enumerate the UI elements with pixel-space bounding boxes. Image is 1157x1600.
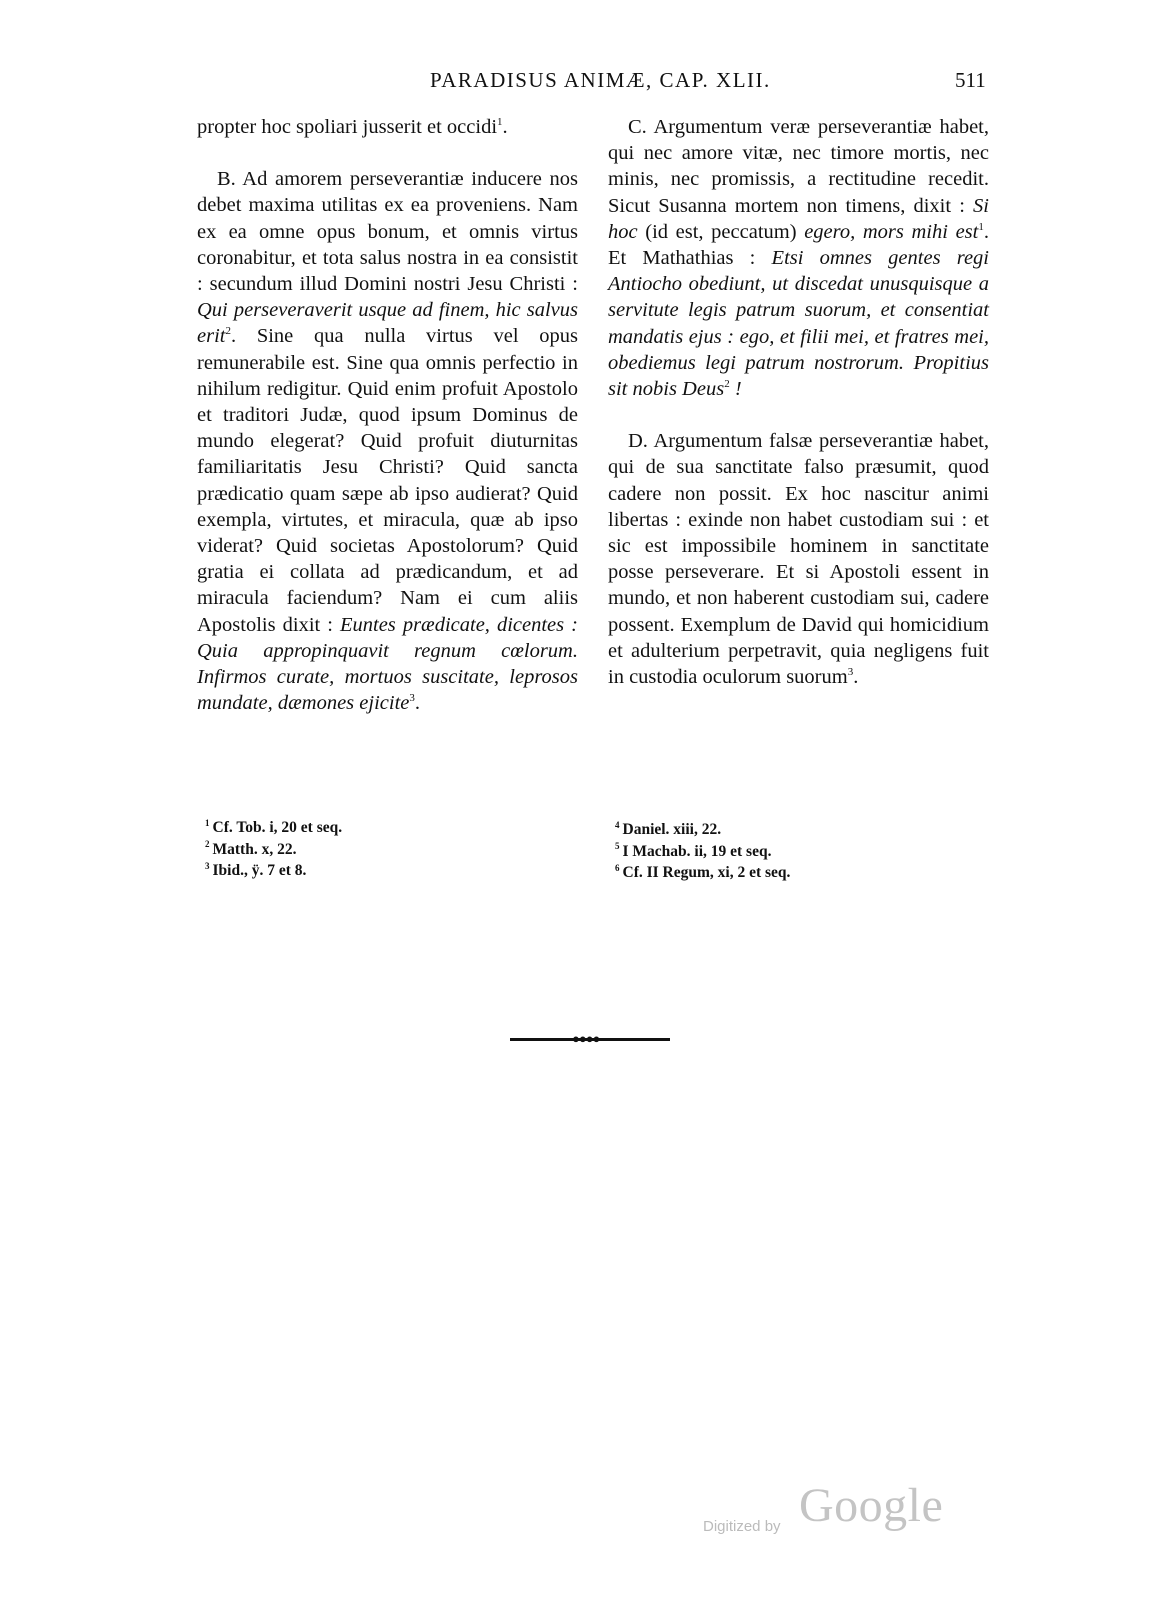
text: (id est, peccatum) [637, 220, 805, 243]
footnote [615, 841, 790, 863]
text: . Sine qua nulla virtus vel opus remunerabile est. Sine qua omnis perfectio in nihilum redigitur. Quid enim profuit Apostolo et traditori Judæ, quod ipsum Dominus de mundo elegerat? Quid profuit diuturnitas familiaritatis Jesu Christi? Quid sancta prædicatio quam sæpe ab ipso audierat? Quid exempla, virtutes, et miracula, quæ ab ipso viderat? Quid societas Apostolorum? Quid gratia ei collata ad prædicandum, et ad miracula faciendum? Nam ei cum aliis Apostolis dixit : [197, 325, 578, 636]
footnote-mark: 4 [615, 819, 620, 830]
footnote-ref: 3 [409, 692, 415, 705]
footnote-text: Cf. Tob. i, 20 et seq. [212, 819, 343, 836]
footnote-ref: 2 [225, 325, 231, 338]
end-ornament [510, 1033, 670, 1045]
running-title: PARADISUS ANIMÆ, CAP. XLII. [430, 68, 771, 92]
text: propter hoc spoliari jusserit et occidi [197, 116, 498, 138]
footnote-ref: 1 [978, 220, 984, 233]
footnote [615, 862, 790, 884]
footnotes-left [205, 817, 342, 882]
paragraph-b [197, 166, 578, 716]
text: D. Argumentum falsæ perseverantiæ habet, qui de sua sanctitate falso præsumit, quod cadere non possit. Ex hoc nascitur animi libertas : exinde non habet custodiam sui : et sic est impossibile hominem in sanctitate posse perseverare. Et si Apostoli essent in mundo, et non haberent custodiam sui, cadere possent. Exemplum de David qui homicidium et adulterium perpetravit, quia negligens fuit in custodia oculorum suorum [608, 430, 989, 689]
paragraph [197, 114, 578, 140]
text: . [414, 692, 420, 715]
paragraph-d [608, 428, 989, 690]
page-header [0, 68, 1157, 98]
quote: ! [729, 378, 742, 401]
text: . [853, 666, 859, 689]
footnote [205, 839, 342, 861]
quote: Etsi omnes gentes regi Antiocho obediunt, ut discedat unusquisque a servitute legis patrum suorum, et consentiat mandatis ejus : ego, et filii mei, et fratres mei, obediemus legi patrum nostrorum. Propitius sit nobis Deus [608, 247, 989, 401]
text: C. Argumentum veræ perseverantiæ habet, qui nec amore vitæ, nec timore mortis, nec minis, nec promissis, a rectitudine recedit. Sicut Susanna mortem non timens, dixit : [608, 116, 989, 217]
footnote-mark: 2 [205, 839, 210, 850]
left-column [197, 114, 578, 716]
footnote [205, 860, 342, 882]
footnote [615, 819, 790, 841]
footnote-mark: 1 [205, 817, 210, 828]
text: B. Ad amorem perseverantiæ inducere nos debet maxima utilitas ex ea proveniens. Nam ex ea omne opus bonum, et omnis virtus coronabitur, et tota salus nostra in ea consistit : secundum illud Domini nostri Jesu Christi : [197, 168, 578, 296]
paragraph-c [608, 114, 989, 402]
footnote-ref: 3 [847, 666, 854, 679]
watermark-digitized-label: Digitized by [703, 1518, 781, 1535]
quote: Qui perseveraverit usque ad finem, hic salvus erit [197, 299, 578, 348]
quote: Si hoc [608, 194, 989, 243]
footnote-mark: 3 [205, 860, 210, 871]
footnote-text: Daniel. xiii, 22. [622, 821, 722, 838]
footnote-mark: 5 [615, 841, 620, 852]
footnote-text: Cf. II Regum, xi, 2 et seq. [622, 864, 791, 881]
google-logo: Google [799, 1479, 944, 1532]
ornament-dots: ●●●● [572, 1031, 600, 1046]
footnote-ref: 2 [724, 378, 730, 391]
footnote-text: Ibid., ÿ. 7 et 8. [212, 862, 307, 879]
footnote-mark: 6 [615, 862, 620, 873]
page-number: 511 [955, 68, 986, 92]
quote: egero, mors mihi est [804, 220, 979, 243]
right-column [608, 114, 989, 690]
footnotes-right [615, 819, 790, 884]
quote: Euntes prædicate, dicentes : Quia appropinquavit regnum cœlorum. Infirmos curate, mortuos suscitate, leprosos mundate, dæmones ejicite [197, 613, 578, 715]
text: . Et Mathathias : [608, 220, 989, 270]
footnote-ref: 1 [497, 116, 503, 129]
footnote-text: Matth. x, 22. [212, 840, 297, 858]
text: . [502, 116, 508, 138]
footnote [205, 817, 342, 839]
footnote-text: I Machab. ii, 19 et seq. [622, 842, 772, 860]
